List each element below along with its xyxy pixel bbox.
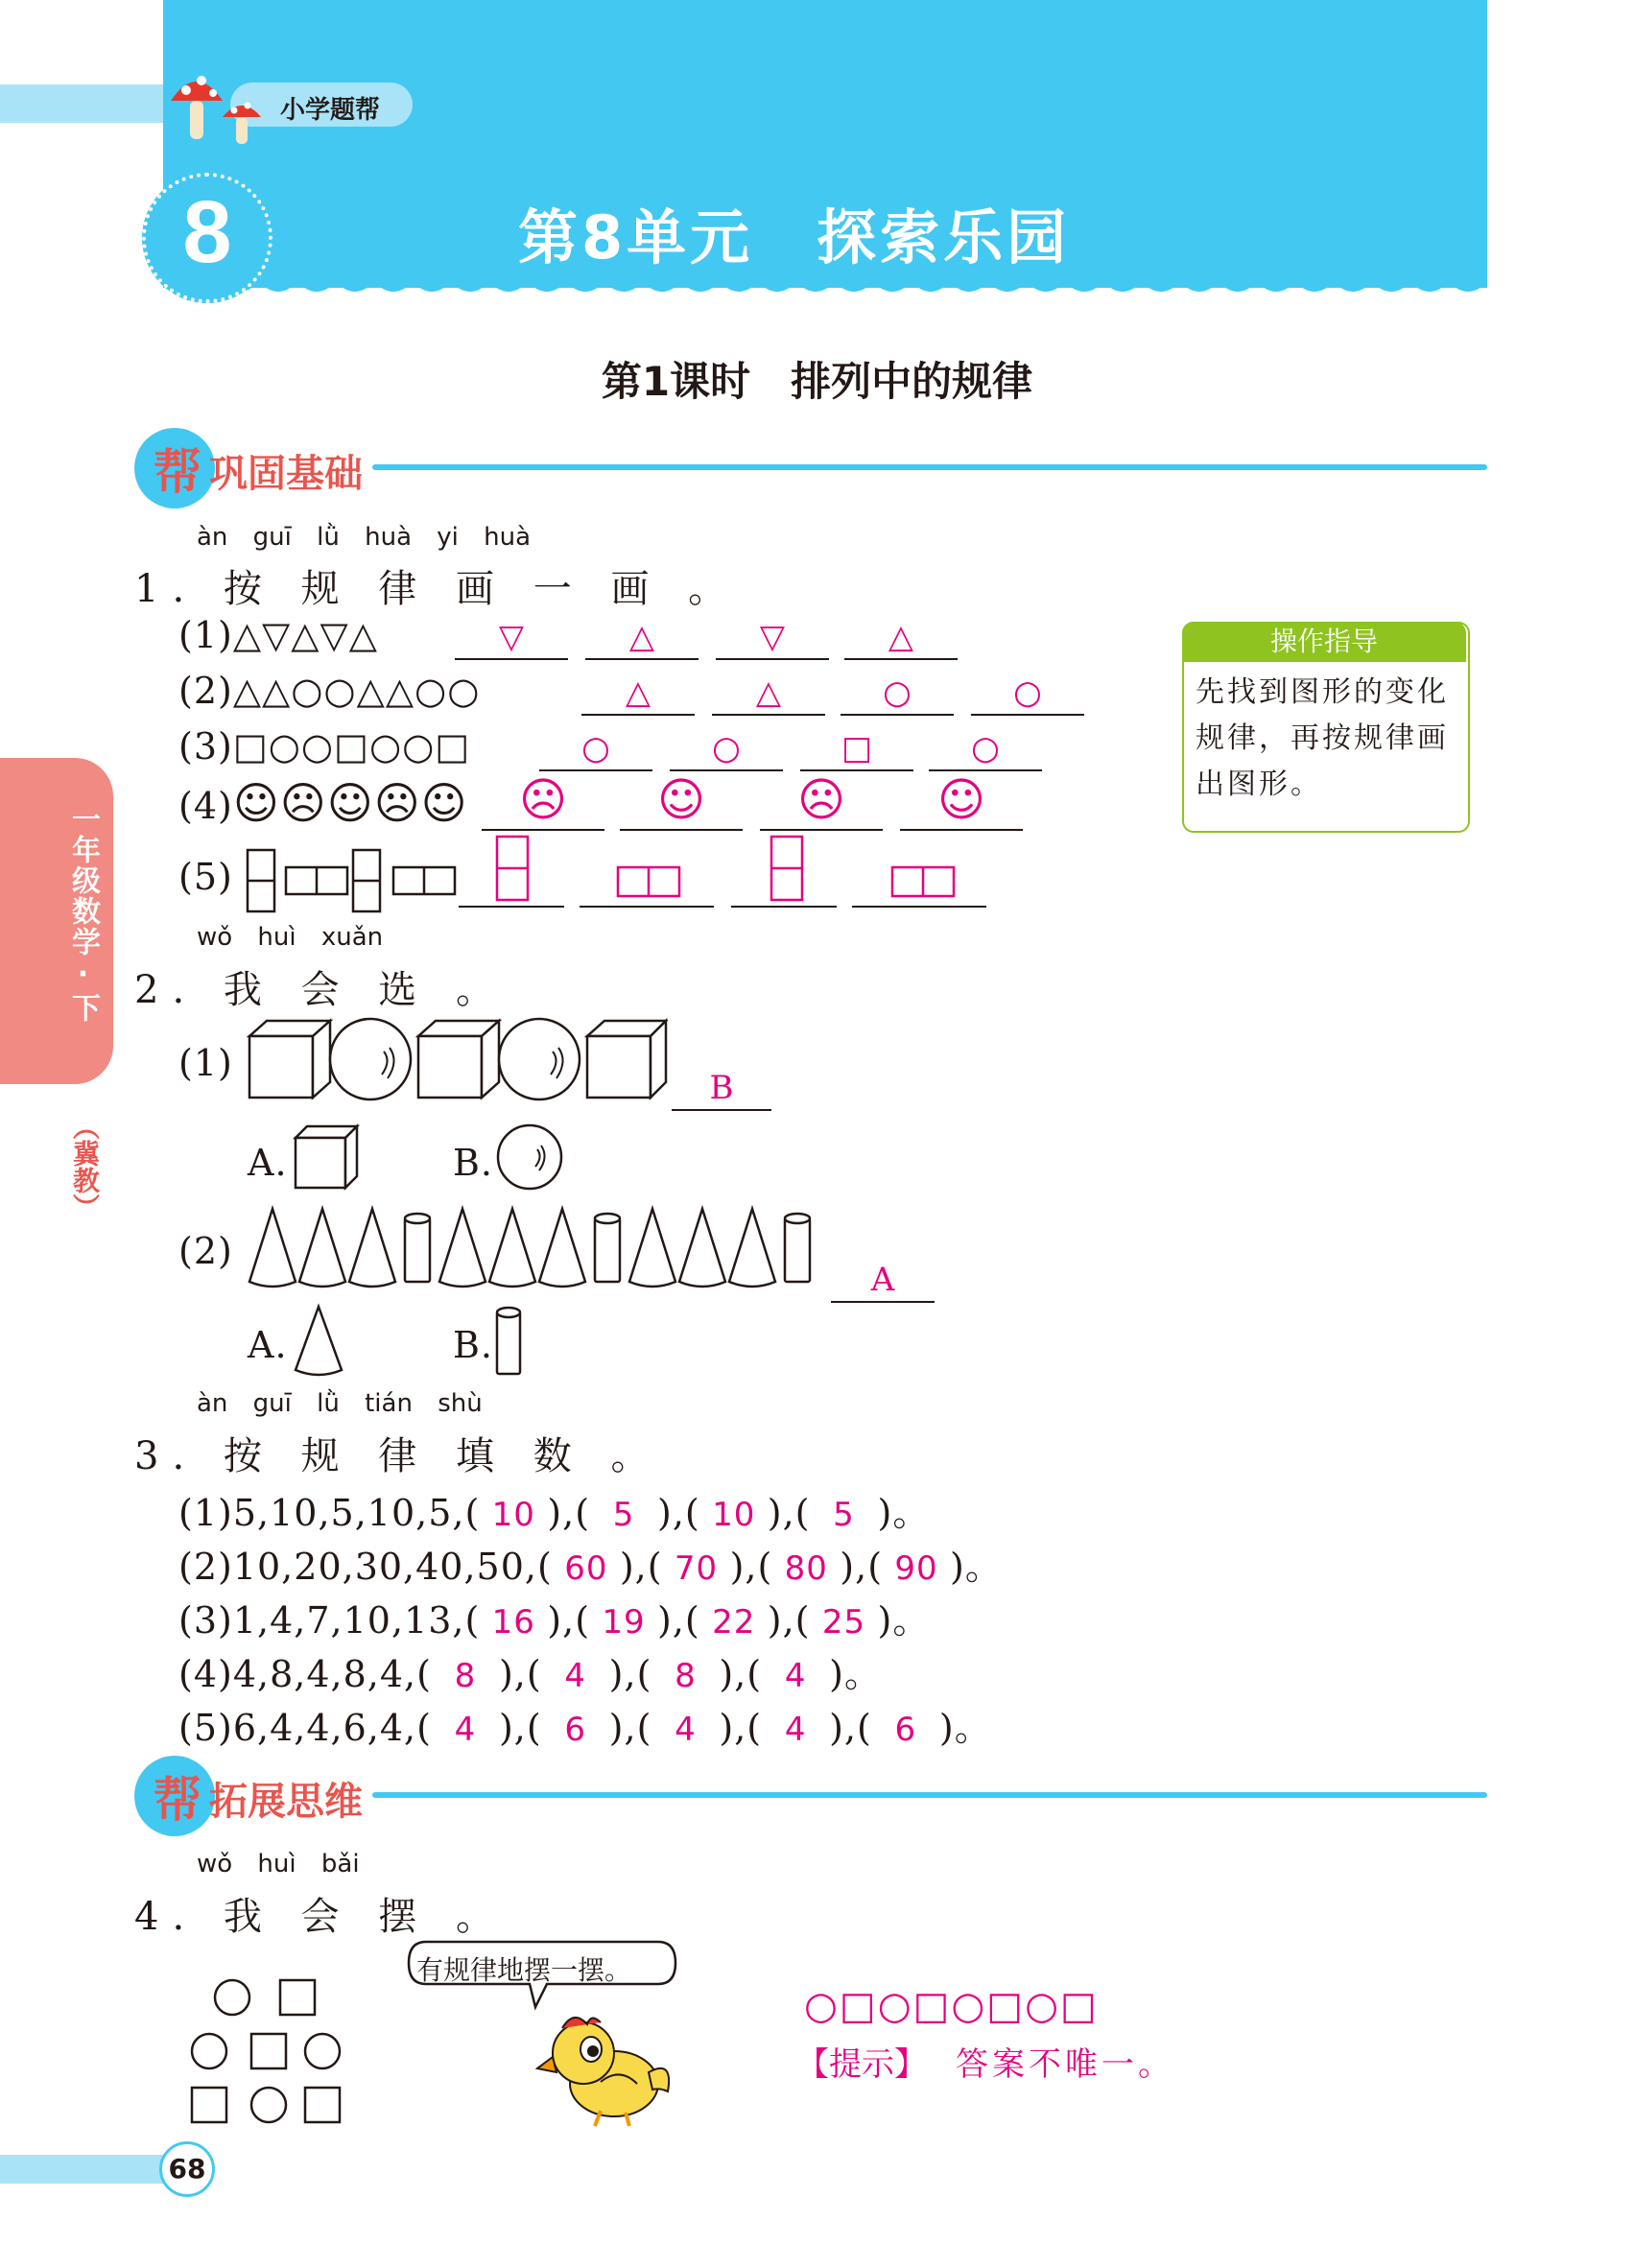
q1-item-3 bbox=[178, 725, 470, 768]
answer-line bbox=[929, 769, 1042, 771]
q1-item-given: △▽△▽△ bbox=[232, 614, 378, 656]
q1-answer: ○ bbox=[971, 729, 1000, 768]
q1-item-label: (1) bbox=[178, 614, 233, 656]
q3-blank: 90 bbox=[894, 1549, 938, 1588]
q3-blank: 16 bbox=[491, 1603, 535, 1642]
q1-item-label: (3) bbox=[178, 725, 233, 768]
q1-item-given: ☺☹☺☹☺ bbox=[232, 777, 468, 829]
answer-line bbox=[760, 829, 883, 831]
q1-answer: ☺ bbox=[936, 773, 986, 827]
q1-item-4 bbox=[178, 777, 468, 829]
q1-answer: ☹ bbox=[518, 773, 568, 827]
q1-answer: ☹ bbox=[796, 773, 846, 827]
q2-answer: B bbox=[709, 1069, 734, 1107]
answer-line bbox=[731, 906, 837, 908]
section-badge-text: 帮 bbox=[154, 1772, 201, 1828]
q1-item-given: △△○○△△○○ bbox=[232, 670, 481, 712]
q1-answer: ☺ bbox=[656, 773, 706, 827]
q1-item-given: □○○□○○□ bbox=[232, 725, 471, 768]
bird-icon bbox=[533, 2005, 677, 2130]
q3-blank: 10 bbox=[712, 1496, 756, 1534]
q4-title: 4. 我 会 摆 。 bbox=[134, 1895, 509, 1939]
q1-answer: △ bbox=[628, 618, 655, 656]
q3-blank: 60 bbox=[564, 1549, 608, 1588]
q3-item-2: (2)10,20,30,40,50,( 60 ),( 70 ),( 80 ),( 90 )。 bbox=[178, 1546, 1003, 1588]
tip-text: 先找到图形的变化规律，再按规律画出图形。 bbox=[1196, 675, 1449, 801]
q2-pinyin: wǒ huì xuǎn bbox=[197, 923, 384, 952]
q3-blank: 10 bbox=[491, 1496, 535, 1534]
answer-line bbox=[455, 658, 568, 660]
q3-blank: 25 bbox=[821, 1603, 866, 1642]
q2-answer: A bbox=[870, 1261, 895, 1299]
option-ball-icon[interactable] bbox=[495, 1122, 564, 1192]
q3-blank: 19 bbox=[602, 1603, 646, 1642]
q3-blank: 4 bbox=[564, 1657, 586, 1695]
answer-line bbox=[670, 769, 783, 771]
q2-option-a[interactable]: A. bbox=[248, 1324, 288, 1366]
q4-answer-shapes: ○□○□○□○□ bbox=[804, 1984, 1099, 2028]
answer-line bbox=[716, 658, 829, 660]
option-cube-icon[interactable] bbox=[292, 1122, 361, 1192]
q3-blank: 8 bbox=[675, 1657, 697, 1695]
answer-line bbox=[971, 714, 1084, 716]
q3-item-3: (3)1,4,7,10,13,( 16 ),( 19 ),( 22 ),( 25 )。 bbox=[178, 1599, 931, 1642]
q1-answer: △ bbox=[755, 673, 782, 712]
q2-option-a[interactable]: A. bbox=[248, 1142, 288, 1184]
q3-blank: 80 bbox=[784, 1549, 828, 1588]
q2-item-2-label: (2) bbox=[178, 1230, 233, 1272]
answer-line bbox=[581, 714, 695, 716]
answer-line bbox=[482, 829, 604, 831]
answer-line bbox=[831, 1301, 935, 1303]
section-rule bbox=[372, 1792, 1487, 1798]
q1-item-label: (2) bbox=[178, 670, 233, 712]
q1-answer: ○ bbox=[581, 729, 610, 768]
q4-given-shapes bbox=[182, 1976, 355, 2130]
answer-line bbox=[672, 1109, 771, 1111]
answer-line bbox=[539, 769, 652, 771]
q3-blank: 4 bbox=[675, 1711, 697, 1749]
q3-item-5: (5)6,4,4,6,4,( 4 ),( 6 ),( 4 ),( 4 ),( 6 )。 bbox=[178, 1707, 992, 1749]
section-badge-text: 帮 bbox=[154, 444, 201, 500]
side-tab-grade: 一年级数学·下 bbox=[66, 804, 100, 1024]
q3-blank: 8 bbox=[454, 1657, 477, 1695]
q4-hint bbox=[796, 2038, 1174, 2085]
q3-blank: 4 bbox=[784, 1711, 807, 1749]
answer-line bbox=[580, 906, 714, 908]
mushroom-icon bbox=[163, 58, 278, 149]
q1-item-5-answers bbox=[459, 833, 986, 904]
option-cone-icon[interactable] bbox=[292, 1303, 345, 1380]
q3-blank: 6 bbox=[564, 1711, 586, 1749]
q4-hint-label: 【提示】 bbox=[796, 2045, 927, 2084]
q2-item-1-label: (1) bbox=[178, 1042, 233, 1084]
q4-hint-text: 答案不唯一。 bbox=[956, 2045, 1174, 2084]
section-rule bbox=[372, 464, 1487, 470]
option-cylinder-icon[interactable] bbox=[493, 1305, 524, 1380]
section-label: 巩固基础 bbox=[209, 452, 363, 496]
q1-answer: □ bbox=[841, 729, 873, 768]
q1-item-1 bbox=[178, 614, 378, 656]
q2-title: 2. 我 会 选 。 bbox=[134, 968, 509, 1012]
q1-item-label: (4) bbox=[178, 785, 233, 827]
answer-line bbox=[459, 906, 564, 908]
q2-option-b[interactable]: B. bbox=[453, 1324, 494, 1366]
q1-answer: △ bbox=[625, 673, 651, 712]
side-tab-edition: （冀教） bbox=[69, 1113, 101, 1220]
q3-blank: 6 bbox=[894, 1711, 917, 1749]
lesson-title: 第1课时 排列中的规律 bbox=[601, 358, 1033, 405]
unit-badge-number: 8 bbox=[182, 183, 232, 281]
answer-line bbox=[852, 906, 986, 908]
q3-pinyin: àn guī lǜ tián shù bbox=[197, 1389, 483, 1418]
q1-answer: ○ bbox=[712, 729, 741, 768]
q1-pinyin: àn guī lǜ huà yi huà bbox=[197, 523, 532, 552]
q3-title: 3. 按 规 律 填 数 。 bbox=[134, 1434, 663, 1478]
q3-blank: 22 bbox=[712, 1603, 756, 1642]
q3-blank: 4 bbox=[784, 1657, 807, 1695]
section-label: 拓展思维 bbox=[209, 1780, 363, 1824]
q1-answer: ○ bbox=[883, 673, 912, 712]
q3-item-1: (1)5,10,5,10,5,( 10 ),( 5 ),( 10 ),( 5 )。 bbox=[178, 1492, 931, 1534]
speech-text: 有规律地摆一摆。 bbox=[416, 1954, 632, 1986]
unit-title: 第8单元 探索乐园 bbox=[518, 202, 1071, 272]
q3-item-4: (4)4,8,4,8,4,( 8 ),( 4 ),( 8 ),( 4 )。 bbox=[178, 1653, 882, 1695]
q1-answer: △ bbox=[888, 618, 914, 656]
q3-blank: 5 bbox=[833, 1496, 855, 1534]
q1-answer: ▽ bbox=[498, 618, 525, 656]
q2-item-1-shapes bbox=[246, 1015, 668, 1101]
answer-line bbox=[620, 829, 743, 831]
q3-blank: 4 bbox=[454, 1711, 477, 1749]
answer-line bbox=[841, 714, 954, 716]
q1-item-5-given bbox=[244, 844, 464, 915]
q1-answer: ▽ bbox=[759, 618, 786, 656]
q1-answer: ○ bbox=[1013, 673, 1042, 712]
answer-line bbox=[800, 769, 913, 771]
q3-blank: 70 bbox=[674, 1549, 719, 1588]
q1-title: 1. 按 规 律 画 一 画 。 bbox=[134, 567, 741, 611]
answer-line bbox=[844, 658, 958, 660]
q1-item-5-label: (5) bbox=[178, 856, 233, 898]
q4-pinyin: wǒ huì bǎi bbox=[197, 1850, 360, 1878]
q3-blank: 5 bbox=[612, 1496, 635, 1534]
tip-title: 操作指导 bbox=[1182, 622, 1466, 662]
q2-item-2-shapes bbox=[246, 1205, 821, 1291]
answer-line bbox=[712, 714, 825, 716]
answer-line bbox=[585, 658, 699, 660]
brand-text: 小学题帮 bbox=[280, 96, 381, 125]
q1-item-2 bbox=[178, 670, 480, 712]
q2-option-b[interactable]: B. bbox=[453, 1142, 494, 1184]
answer-line bbox=[900, 829, 1023, 831]
page-number: 68 bbox=[168, 2153, 206, 2185]
